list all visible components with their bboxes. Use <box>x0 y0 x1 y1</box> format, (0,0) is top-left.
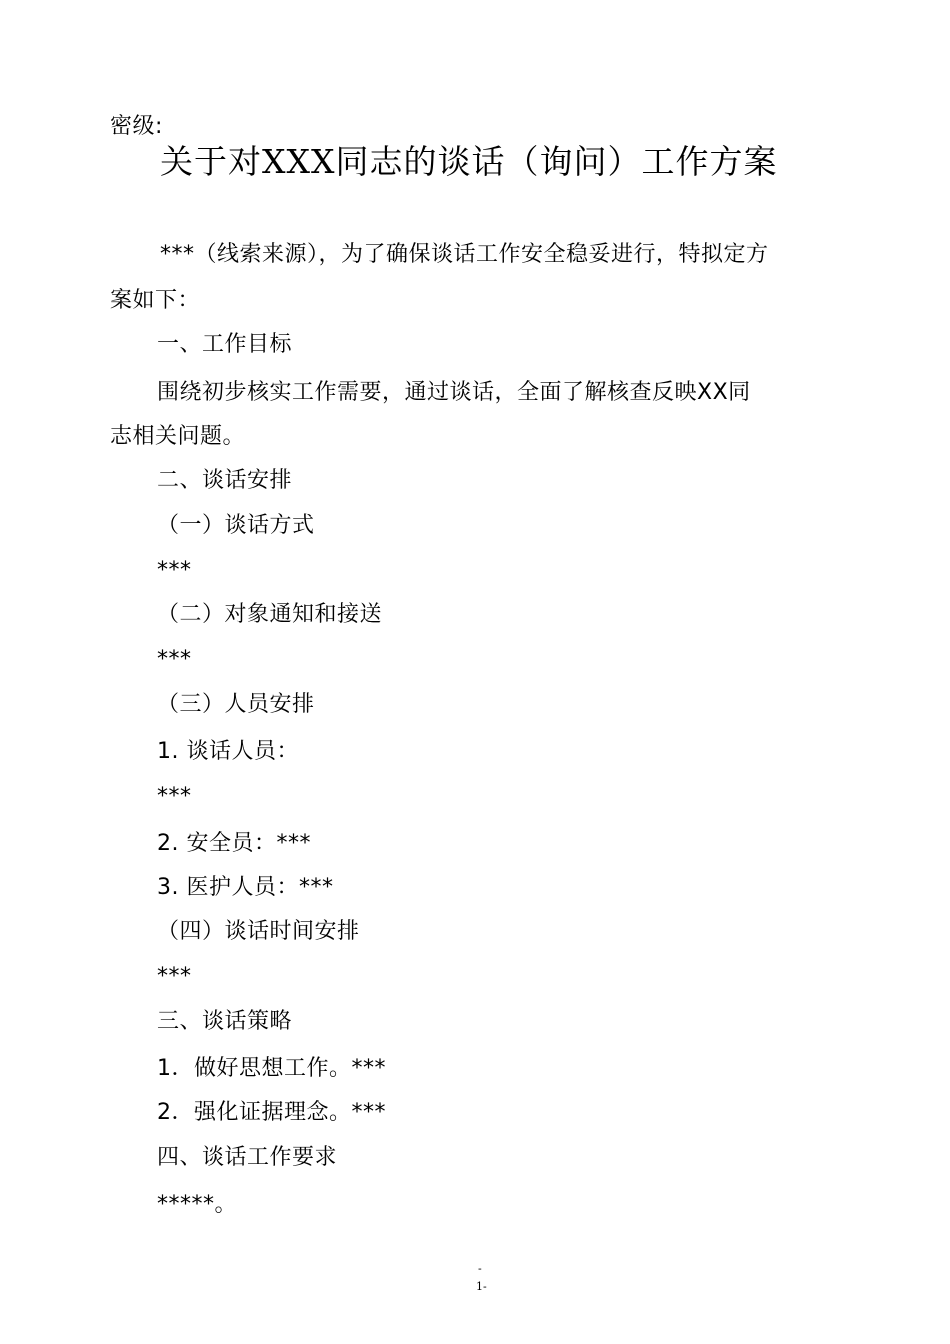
subsection-2-1-text: *** <box>157 558 192 583</box>
page-number: 1- <box>476 1280 487 1293</box>
staff-item-2: 2. 安全员：*** <box>157 831 311 856</box>
staff-item-1: 1. 谈话人员： <box>157 739 299 764</box>
staff-item-1-text: *** <box>157 784 192 809</box>
section-1-text-line-1: 围绕初步核实工作需要，通过谈话，全面了解核查反映XX同 <box>157 380 751 405</box>
subsection-2-4-text: *** <box>157 964 192 989</box>
subsection-2-1-heading: （一）谈话方式 <box>157 513 315 538</box>
section-4-text: *****。 <box>157 1192 238 1217</box>
staff-item-3: 3. 医护人员：*** <box>157 875 334 900</box>
secret-level-label: 密级: <box>110 114 163 139</box>
subsection-2-2-heading: （二）对象通知和接送 <box>157 602 383 627</box>
footer-dash: - <box>478 1262 482 1275</box>
document-title: 关于对XXX同志的谈话（询问）工作方案 <box>160 142 778 181</box>
subsection-2-2-text: *** <box>157 647 192 672</box>
section-1-text-line-2: 志相关问题。 <box>110 424 246 449</box>
intro-paragraph-line-2: 案如下： <box>110 288 201 313</box>
section-4-heading: 四、谈话工作要求 <box>157 1145 338 1170</box>
subsection-2-4-heading: （四）谈话时间安排 <box>157 919 360 944</box>
section-2-heading: 二、谈话安排 <box>157 468 293 493</box>
section-3-heading: 三、谈话策略 <box>157 1009 293 1034</box>
strategy-item-2: 2．强化证据理念。*** <box>157 1100 386 1125</box>
strategy-item-1: 1．做好思想工作。*** <box>157 1056 386 1081</box>
subsection-2-3-heading: （三）人员安排 <box>157 692 315 717</box>
section-1-heading: 一、工作目标 <box>157 332 293 357</box>
intro-paragraph-line-1: ***（线索来源），为了确保谈话工作安全稳妥进行，特拟定方 <box>160 242 769 267</box>
